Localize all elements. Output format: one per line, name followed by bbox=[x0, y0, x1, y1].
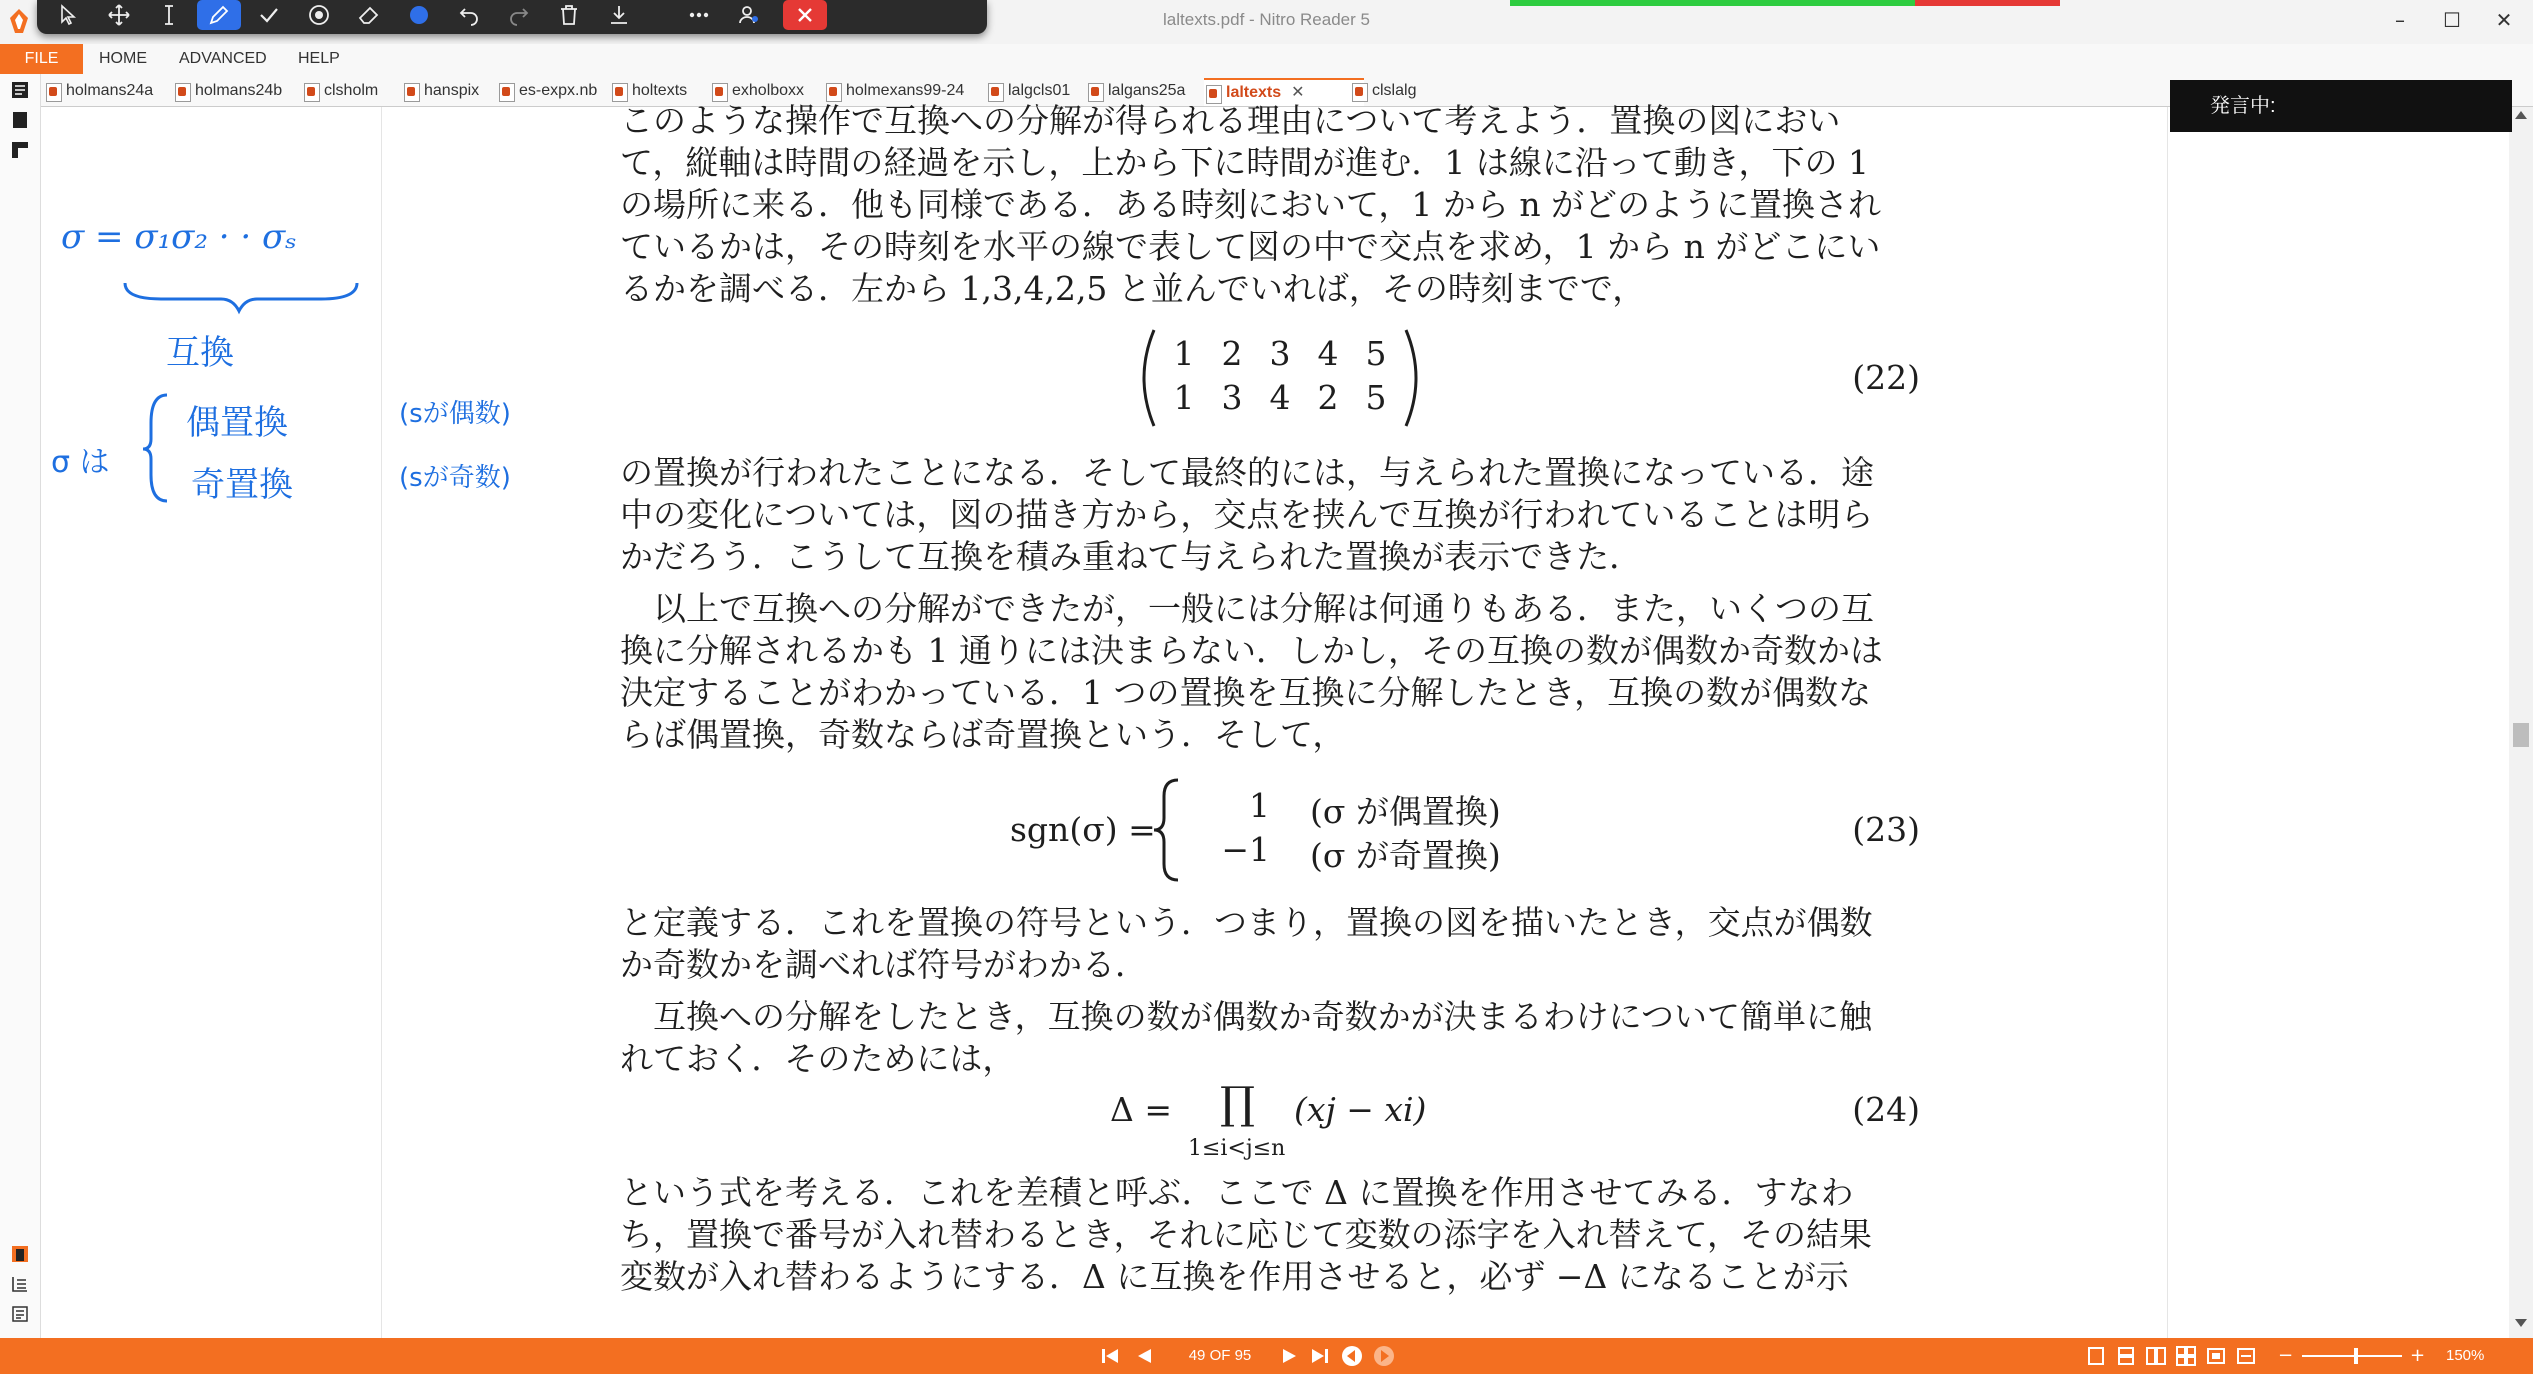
matrix-cell: 2 bbox=[1221, 334, 1243, 373]
tab-label: holmans24b bbox=[195, 82, 283, 99]
tab-es-expx[interactable] bbox=[497, 78, 597, 104]
tab-clsholm[interactable] bbox=[302, 78, 378, 104]
tab-label: exholboxx bbox=[732, 82, 805, 99]
text-line: れておく．そのためには， bbox=[620, 1039, 1016, 1078]
tab-label: clslalg bbox=[1372, 82, 1417, 99]
layers-panel-icon[interactable] bbox=[10, 1274, 30, 1294]
previous-page-icon[interactable] bbox=[1134, 1347, 1154, 1365]
text-line: 決定することがわかっている．1 つの置換を互換に分解したとき，互換の数が偶数な bbox=[620, 673, 1872, 712]
output-panel-icon[interactable] bbox=[10, 1304, 30, 1324]
matrix-cell: 3 bbox=[1221, 378, 1243, 417]
color-dot-icon[interactable] bbox=[397, 0, 441, 30]
tab-close-icon[interactable]: ✕ bbox=[1291, 84, 1305, 101]
tab-holmans24a[interactable] bbox=[44, 78, 153, 104]
product-subscript: 1≤i<j≤n bbox=[1188, 1136, 1286, 1161]
ink-s-even-note: (sが偶数) bbox=[399, 399, 511, 429]
pen-icon[interactable] bbox=[197, 0, 241, 30]
equation-number: (24) bbox=[1852, 1090, 1920, 1129]
matrix-cell: 4 bbox=[1269, 378, 1291, 417]
matrix-cell: 4 bbox=[1317, 334, 1339, 373]
page-margin-left bbox=[41, 107, 382, 1338]
zoom-in-button[interactable]: + bbox=[2410, 1345, 2426, 1366]
case2-condition: (σ が奇置換) bbox=[1310, 836, 1501, 875]
delta-lhs: Δ = bbox=[1110, 1090, 1172, 1129]
fit-page-icon[interactable] bbox=[2206, 1346, 2226, 1366]
trash-icon[interactable] bbox=[547, 0, 591, 30]
case2-value: −1 bbox=[1221, 830, 1270, 869]
tab-label: es-expx.nb bbox=[519, 82, 598, 99]
last-page-icon[interactable] bbox=[1310, 1347, 1330, 1365]
text-line: 互換への分解をしたとき，互換の数が偶数か奇数かが決まるわけについて簡単に触 bbox=[620, 997, 1873, 1036]
ink-sigma-product: σ = σ₁σ₂ · · σₛ bbox=[61, 217, 297, 257]
cursor-arrow-icon[interactable] bbox=[47, 0, 91, 30]
text-line: このような操作で互換への分解が得られる理由について考えよう．置換の図におい bbox=[620, 101, 1841, 140]
tab-label: lalgans25a bbox=[1108, 82, 1186, 99]
text-line: 換に分解されるかも 1 通りには決まらない．しかし，その互換の数が偶数か奇数かは bbox=[620, 631, 1883, 670]
maximize-button[interactable]: ☐ bbox=[2443, 8, 2461, 32]
text-line: の場所に来る．他も同様である．ある時刻において，1 から n がどのように置換され bbox=[620, 185, 1882, 224]
move-icon[interactable] bbox=[97, 0, 141, 30]
left-brace bbox=[1152, 778, 1182, 882]
text-cursor-icon[interactable] bbox=[147, 0, 191, 30]
left-paren bbox=[1130, 328, 1160, 428]
bookmarks-panel-icon[interactable] bbox=[10, 110, 30, 130]
tab-label: clsholm bbox=[324, 82, 379, 99]
equation-23 bbox=[620, 776, 1920, 886]
ink-even-permutation: 偶置換 bbox=[186, 403, 288, 443]
tab-holmans24b[interactable] bbox=[173, 78, 282, 104]
close-window-button[interactable]: ✕ bbox=[2495, 8, 2513, 32]
menu-home[interactable]: HOME bbox=[99, 50, 147, 67]
equation-22 bbox=[620, 328, 1920, 428]
speaking-popup: 発言中: bbox=[2170, 80, 2512, 132]
download-icon[interactable] bbox=[597, 0, 641, 30]
menu-file[interactable]: FILE bbox=[0, 44, 83, 74]
text-line: の置換が行われたことになる．そして最終的には，与えられた置換になっている．途 bbox=[620, 453, 1874, 492]
tab-label: holmexans99-24 bbox=[846, 82, 965, 99]
forward-view-icon[interactable] bbox=[1372, 1345, 1396, 1367]
tab-label: laltexts bbox=[1226, 84, 1282, 101]
undo-icon[interactable] bbox=[447, 0, 491, 30]
tab-label: hanspix bbox=[424, 82, 480, 99]
text-line: ち，置換で番号が入れ替わるとき，それに応じて変数の添字を入れ替えて，その結果 bbox=[620, 1215, 1873, 1254]
equation-24 bbox=[620, 1080, 1920, 1180]
ribbon-menu bbox=[0, 44, 2533, 74]
pages-panel-icon[interactable] bbox=[10, 80, 30, 100]
pdf-file-icon bbox=[46, 83, 62, 102]
matrix-top-row bbox=[1160, 334, 1400, 373]
vertical-scrollbar[interactable] bbox=[2509, 107, 2533, 1338]
zoom-slider-track[interactable] bbox=[2302, 1355, 2402, 1357]
ink-transposition: 互換 bbox=[166, 333, 234, 373]
continuous-view-icon[interactable] bbox=[2116, 1346, 2136, 1366]
left-tool-strip bbox=[0, 74, 41, 1338]
case1-value: 1 bbox=[1249, 786, 1270, 825]
matrix-cell: 2 bbox=[1317, 378, 1339, 417]
matrix-cell: 1 bbox=[1173, 334, 1195, 373]
ink-sigma-wa: σ は bbox=[51, 445, 110, 480]
equation-number: (22) bbox=[1852, 358, 1920, 397]
matrix-cell: 3 bbox=[1269, 334, 1291, 373]
scroll-up-icon[interactable] bbox=[2515, 111, 2527, 119]
matrix-cell: 5 bbox=[1365, 334, 1387, 373]
menu-help[interactable]: HELP bbox=[298, 50, 340, 67]
pdf-file-icon bbox=[304, 83, 320, 102]
window-title: laltexts.pdf - Nitro Reader 5 bbox=[1163, 10, 1370, 29]
text-line: らば偶置換，奇数ならば奇置換という．そして， bbox=[620, 715, 1346, 754]
status-bar bbox=[0, 1338, 2533, 1374]
text-line: か奇数かを調べれば符号がわかる． bbox=[620, 945, 1148, 984]
matrix-cell: 1 bbox=[1173, 378, 1195, 417]
product-symbol: ∏ bbox=[1220, 1078, 1256, 1129]
facing-continuous-view-icon[interactable] bbox=[2176, 1346, 2196, 1366]
floating-annotation-toolbar bbox=[37, 0, 987, 34]
zoom-out-button[interactable]: − bbox=[2278, 1345, 2294, 1366]
text-line: という式を考える．これを差積と呼ぶ．ここで Δ に置換を作用させてみる．すなわ bbox=[620, 1173, 1854, 1212]
page-margin-right bbox=[2167, 107, 2168, 1338]
back-view-icon[interactable] bbox=[1340, 1345, 1364, 1367]
matrix-bottom-row bbox=[1160, 378, 1400, 417]
redo-icon[interactable] bbox=[497, 0, 541, 30]
minimize-button[interactable]: – bbox=[2395, 8, 2405, 32]
zoom-slider-thumb[interactable] bbox=[2354, 1348, 2358, 1364]
case1-condition: (σ が偶置換) bbox=[1310, 792, 1501, 831]
text-line: ているかは，その時刻を水平の線で表して図の中で交点を求め，1 から n がどこにい bbox=[620, 227, 1881, 266]
target-icon[interactable] bbox=[297, 0, 341, 30]
pdf-file-icon bbox=[404, 83, 420, 102]
matrix-cell: 5 bbox=[1365, 378, 1387, 417]
zoom-level[interactable]: 150% bbox=[2446, 1347, 2485, 1364]
fit-width-icon[interactable] bbox=[2236, 1346, 2256, 1366]
ink-s-odd-note: (sが奇数) bbox=[399, 463, 511, 493]
check-icon[interactable] bbox=[247, 0, 291, 30]
text-line: るかを調べる．左から 1,3,4,2,5 と並んでいれば，その時刻までで， bbox=[620, 269, 1646, 308]
progress-bar-red bbox=[1915, 0, 2060, 6]
eraser-icon[interactable] bbox=[347, 0, 391, 30]
text-line: と定義する．これを置換の符号という．つまり，置換の図を描いたとき，交点が偶数 bbox=[620, 903, 1873, 942]
pdf-file-icon bbox=[499, 83, 515, 102]
attachments-panel-icon[interactable] bbox=[10, 1244, 30, 1264]
product-rhs: (xj − xi) bbox=[1294, 1090, 1427, 1129]
progress-bar-green bbox=[1510, 0, 1915, 6]
pdf-file-icon bbox=[175, 83, 191, 102]
first-page-icon[interactable] bbox=[1100, 1347, 1120, 1365]
tab-hanspix[interactable] bbox=[402, 78, 479, 104]
next-page-icon[interactable] bbox=[1280, 1347, 1300, 1365]
text-line: かだろう．こうして互換を積み重ねて与えられた置換が表示できた． bbox=[620, 537, 1643, 576]
comments-panel-icon[interactable] bbox=[10, 140, 30, 160]
tab-label: holtexts bbox=[632, 82, 688, 99]
equation-number: (23) bbox=[1852, 810, 1920, 849]
close-toolbar-button[interactable] bbox=[783, 0, 827, 30]
text-line: 以上で互換への分解ができたが，一般には分解は何通りもある．また，いくつの互 bbox=[620, 589, 1874, 628]
tab-label: lalgcls01 bbox=[1008, 82, 1071, 99]
sgn-lhs: sgn(σ) = bbox=[1010, 810, 1156, 849]
text-line: て，縦軸は時間の経過を示し，上から下に時間が進む．1 は線に沿って動き，下の 1 bbox=[620, 143, 1869, 182]
tab-label: holmans24a bbox=[66, 82, 154, 99]
user-settings-icon[interactable] bbox=[727, 0, 771, 30]
single-page-view-icon[interactable] bbox=[2086, 1346, 2106, 1366]
ink-odd-permutation: 奇置換 bbox=[191, 465, 293, 505]
scroll-down-icon[interactable] bbox=[2515, 1319, 2527, 1327]
facing-view-icon[interactable] bbox=[2146, 1346, 2166, 1366]
more-icon[interactable] bbox=[677, 0, 721, 30]
text-line: 変数が入れ替わるようにする．Δ に互換を作用させると，必ず −Δ になることが示 bbox=[620, 1257, 1849, 1296]
text-line: 中の変化については，図の描き方から，交点を挟んで互換が行われていることは明ら bbox=[620, 495, 1874, 534]
menu-advanced[interactable]: ADVANCED bbox=[179, 50, 267, 67]
right-paren bbox=[1400, 328, 1430, 428]
scroll-thumb[interactable] bbox=[2513, 723, 2529, 747]
page-indicator[interactable]: 49 OF 95 bbox=[1188, 1347, 1252, 1364]
